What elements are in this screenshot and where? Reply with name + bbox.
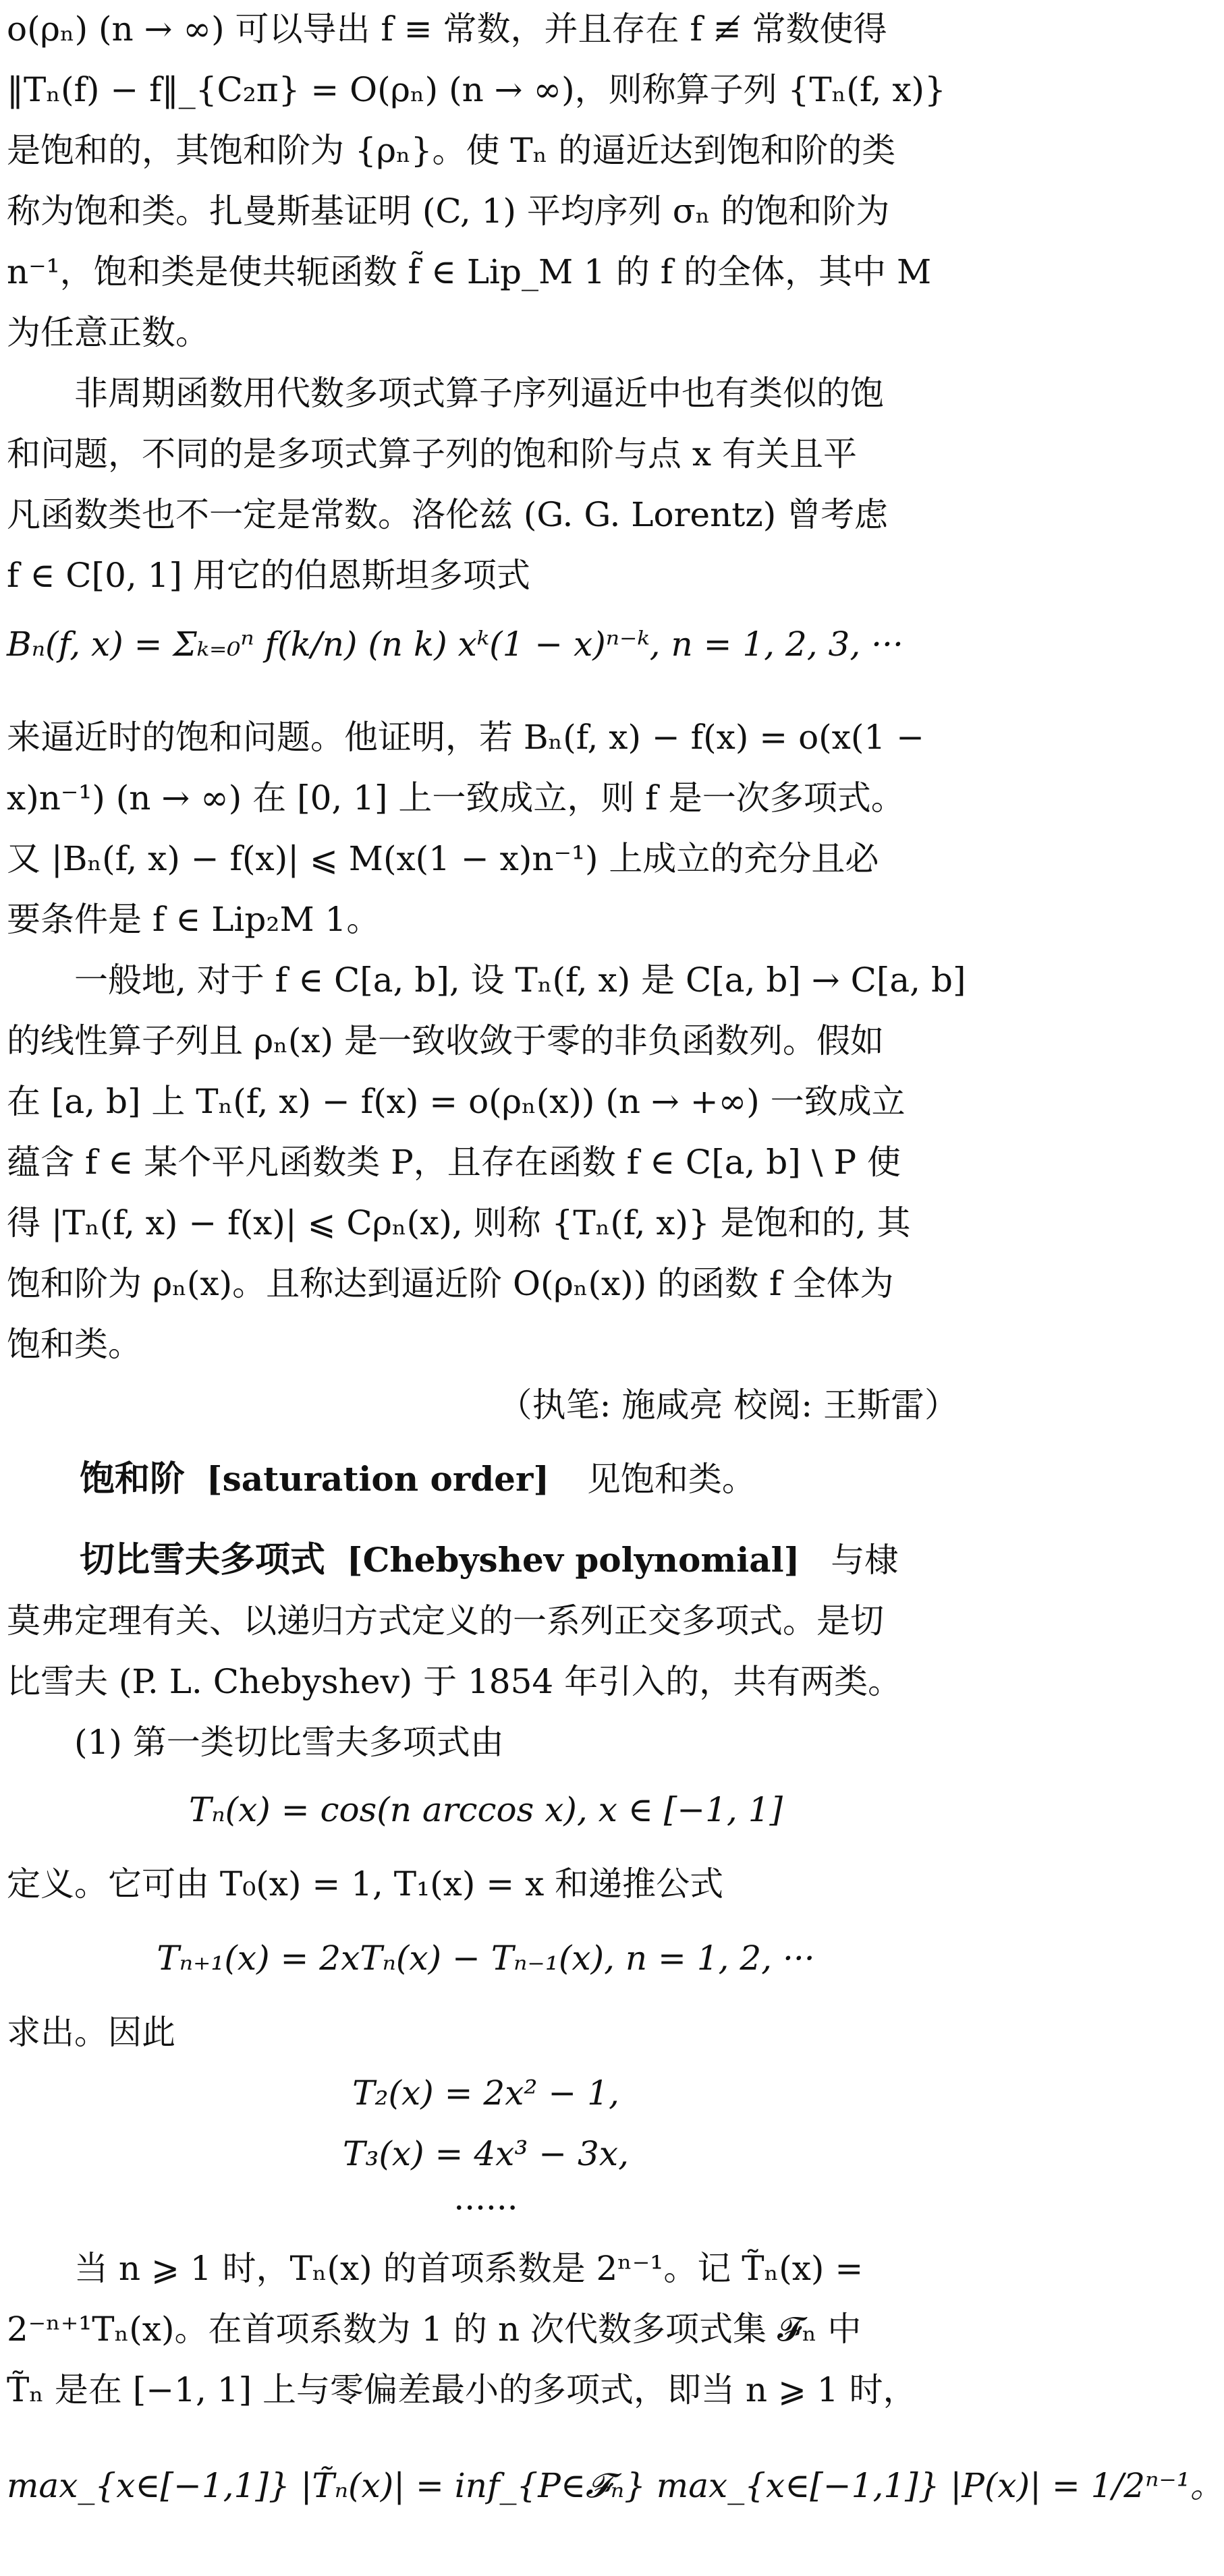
equation-bernstein: Bₙ(f, x) = Σₖ₌₀ⁿ f(k/n) (n k) xᵏ(1 − x)ⁿ⁻ᵏ, n = 1, 2, 3, ··· [7, 625, 903, 664]
text-line: 求出。因此 [7, 2013, 175, 2052]
equation-minimax: max_{x∈[−1,1]} |T̃ₙ(x)| = inf_{P∈𝓕ₙ} max_{x∈[−1,1]} |P(x)| = 1/2ⁿ⁻¹。 [7, 2466, 1224, 2505]
text-line: 非周期函数用代数多项式算子序列逼近中也有类似的饱 [74, 374, 884, 413]
credit-line: （执笔: 施咸亮 校阅: 王斯雷） [498, 1385, 958, 1425]
text-line: 的线性算子列且 ρₙ(x) 是一致收敛于零的非负函数列。假如 [7, 1021, 885, 1060]
text-line: 来逼近时的饱和问题。他证明，若 Bₙ(f, x) − f(x) = o(x(1 − [7, 718, 924, 757]
text-line: 2⁻ⁿ⁺¹Tₙ(x)。在首项系数为 1 的 n 次代数多项式集 𝓕ₙ 中 [7, 2310, 862, 2349]
text-line: o(ρₙ) (n → ∞) 可以导出 f ≡ 常数，并且存在 f ≢ 常数使得 [7, 9, 887, 49]
text-line: 称为饱和类。扎曼斯基证明 (C, 1) 平均序列 σₙ 的饱和阶为 [7, 192, 890, 231]
entry-title: 饱和阶 [80, 1458, 186, 1499]
text-line: 比雪夫 (P. L. Chebyshev) 于 1854 年引入的，共有两类。 [7, 1662, 902, 1701]
text-line: 蕴含 f ∈ 某个平凡函数类 P，且存在函数 f ∈ C[a, b] \ P 使 [7, 1143, 901, 1182]
text-line: 得 |Tₙ(f, x) − f(x)| ⩽ Cρₙ(x), 则称 {Tₙ(f, x)} 是饱和的, 其 [7, 1203, 911, 1242]
ellipsis: ······ [453, 2188, 518, 2227]
text-line: 一般地, 对于 f ∈ C[a, b], 设 Tₙ(f, x) 是 C[a, b] → C[a, b] [74, 961, 966, 1000]
text-line: n⁻¹，饱和类是使共轭函数 f̃ ∈ Lip_M 1 的 f 的全体，其中 M [7, 252, 932, 291]
entry-text: 与棣 [831, 1541, 899, 1580]
text-line: 莫弗定理有关、以递归方式定义的一系列正交多项式。是切 [7, 1601, 884, 1640]
text-line: 又 |Bₙ(f, x) − f(x)| ⩽ M(x(1 − x)n⁻¹) 上成立的充分且必 [7, 839, 879, 878]
equation-t2: T₂(x) = 2x² − 1, [352, 2073, 619, 2113]
equation-chebyshev-def: Tₙ(x) = cos(n arccos x), x ∈ [−1, 1] [188, 1790, 783, 1829]
entry-english-title: [saturation order] [206, 1459, 549, 1499]
text-line: 和问题，不同的是多项式算子列的饱和阶与点 x 有关且平 [7, 434, 857, 474]
entry-chebyshev [80, 1537, 898, 1584]
entry-text: 见饱和类。 [586, 1460, 756, 1499]
text-line: 为任意正数。 [7, 313, 209, 352]
entry-english-title: [Chebyshev polynomial] [346, 1540, 800, 1580]
text-line: T̃ₙ 是在 [−1, 1] 上与零偏差最小的多项式，即当 n ⩾ 1 时， [7, 2370, 917, 2409]
text-line: f ∈ C[0, 1] 用它的伯恩斯坦多项式 [7, 556, 530, 595]
text-line: ‖Tₙ(f) − f‖_{C₂π} = O(ρₙ) (n → ∞)，则称算子列 {Tₙ(f, x)} [7, 70, 946, 109]
text-line: 要条件是 f ∈ Lip₂M 1。 [7, 900, 381, 939]
text-line: 当 n ⩾ 1 时，Tₙ(x) 的首项系数是 2ⁿ⁻¹。记 T̃ₙ(x) = [74, 2249, 864, 2288]
text-line: 饱和阶为 ρₙ(x)。且称达到逼近阶 O(ρₙ(x)) 的函数 f 全体为 [7, 1264, 894, 1303]
text-line: 是饱和的，其饱和阶为 {ρₙ}。使 Tₙ 的逼近达到饱和阶的类 [7, 131, 896, 170]
entry-saturation-order [80, 1456, 756, 1503]
text-line: 在 [a, b] 上 Tₙ(f, x) − f(x) = o(ρₙ(x)) (n → +∞) 一致成立 [7, 1082, 906, 1121]
text-line: 饱和类。 [7, 1325, 142, 1364]
text-line: x)n⁻¹) (n → ∞) 在 [0, 1] 上一致成立，则 f 是一次多项式。 [7, 778, 905, 818]
equation-recurrence: Tₙ₊₁(x) = 2xTₙ(x) − Tₙ₋₁(x), n = 1, 2, ··· [157, 1939, 815, 1978]
entry-title: 切比雪夫多项式 [80, 1539, 326, 1580]
text-line: (1) 第一类切比雪夫多项式由 [74, 1723, 504, 1762]
text-line: 定义。它可由 T₀(x) = 1, T₁(x) = x 和递推公式 [7, 1864, 724, 1904]
text-line: 凡函数类也不一定是常数。洛伦兹 (G. G. Lorentz) 曾考虑 [7, 495, 889, 534]
equation-t3: T₃(x) = 4x³ − 3x, [343, 2134, 629, 2173]
